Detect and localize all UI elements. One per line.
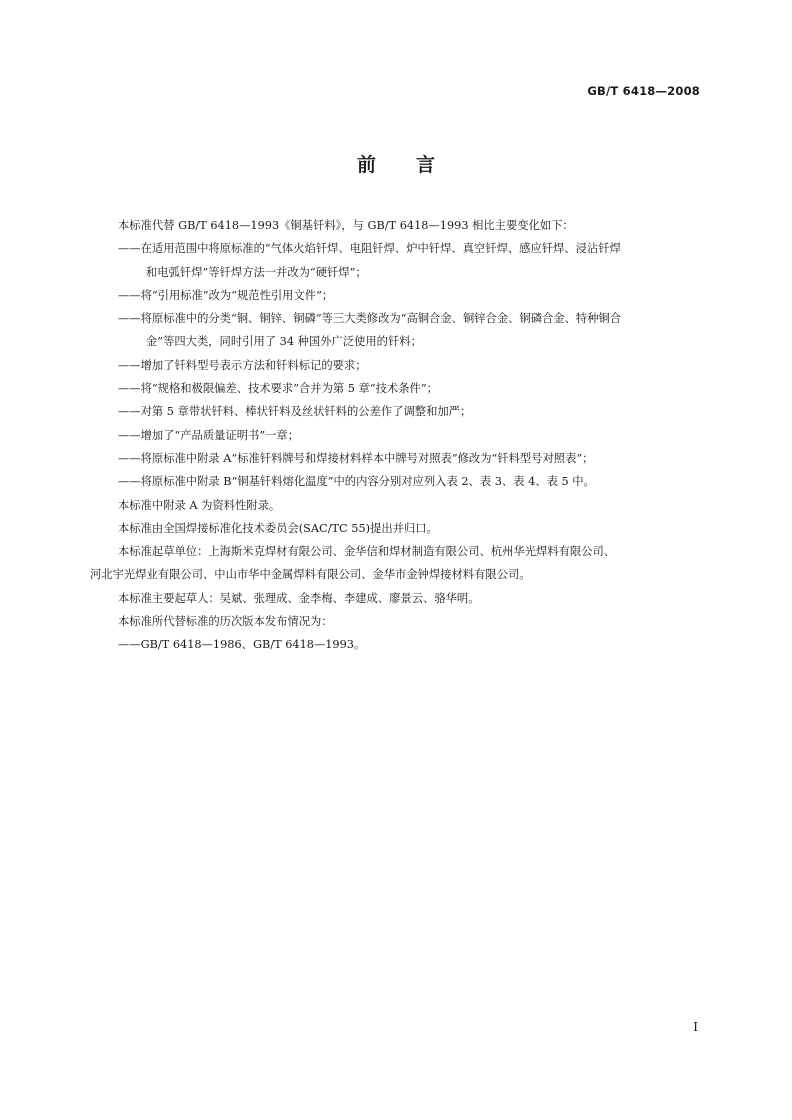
paragraph-annex-info: 本标准中附录 A 为资料性附录。: [118, 498, 281, 512]
history-item: ——GB/T 6418—1986、GB/T 6418—1993。: [118, 638, 366, 652]
change-item-designation: ——增加了钎料型号表示方法和钎料标记的要求；: [118, 358, 367, 372]
change-item-classification: ——将原标准中的分类“铜、铜锌、铜磷”等三大类修改为“高铜合金、铜锌合金、铜磷合金、特种铜合: [118, 312, 622, 326]
paragraph-drafting-units-continued: 河北宇光焊业有限公司、中山市华中金属焊料有限公司、金华市金钟焊接材料有限公司。: [90, 568, 531, 582]
change-item-scope: ——在适用范围中将原标准的“气体火焰钎焊、电阻钎焊、炉中钎焊、真空钎焊、感应钎焊、浸沾钎焊: [118, 242, 621, 256]
paragraph-drafters: 本标准主要起草人：吴斌、张理成、金李梅、李建成、廖景云、骆华明。: [118, 591, 480, 605]
paragraph-replacement-intro: 本标准代替 GB/T 6418—1993《铜基钎料》，与 GB/T 6418—1993 相比主要变化如下：: [118, 219, 574, 232]
change-item-annex-b: ——将原标准中附录 B“铜基钎料熔化温度”中的内容分别对应列入表 2、表 3、表 4、表 5 中。: [118, 475, 595, 489]
change-item-classification-continued: 金”等四大类，同时引用了 34 种国外广泛使用的钎料；: [146, 335, 422, 349]
change-item-annex-a: ——将原标准中附录 A“标准钎料牌号和焊接材料样本中牌号对照表”修改为“钎料型号对照表”；: [118, 451, 594, 465]
change-item-references: ——将“引用标准”改为“规范性引用文件”；: [118, 288, 334, 302]
page-number: I: [693, 1020, 698, 1034]
paragraph-history-intro: 本标准所代替标准的历次版本发布情况为：: [118, 615, 333, 629]
change-item-certificate: ——增加了“产品质量证明书”一章；: [118, 428, 300, 442]
paragraph-drafting-units: 本标准起草单位：上海斯米克焊材有限公司、金华信和焊材制造有限公司、杭州华光焊料有限公司、: [118, 545, 616, 559]
standard-number: GB/T 6418—2008: [587, 84, 700, 98]
change-item-merge: ——将“规格和极限偏差、技术要求”合并为第 5 章“技术条件”；: [118, 382, 438, 396]
preface-body: [90, 214, 706, 657]
page-title-char-2: 言: [416, 154, 436, 176]
change-item-tolerance: ——对第 5 章带状钎料、棒状钎料及丝状钎料的公差作了调整和加严；: [118, 405, 472, 419]
page-title: [0, 150, 792, 177]
paragraph-proposer: 本标准由全国焊接标准化技术委员会(SAC/TC 55)提出并归口。: [118, 521, 438, 535]
page-title-char-1: 前: [356, 154, 376, 176]
change-item-scope-continued: 和电弧钎焊”等钎焊方法一并改为“硬钎焊”；: [146, 265, 367, 279]
